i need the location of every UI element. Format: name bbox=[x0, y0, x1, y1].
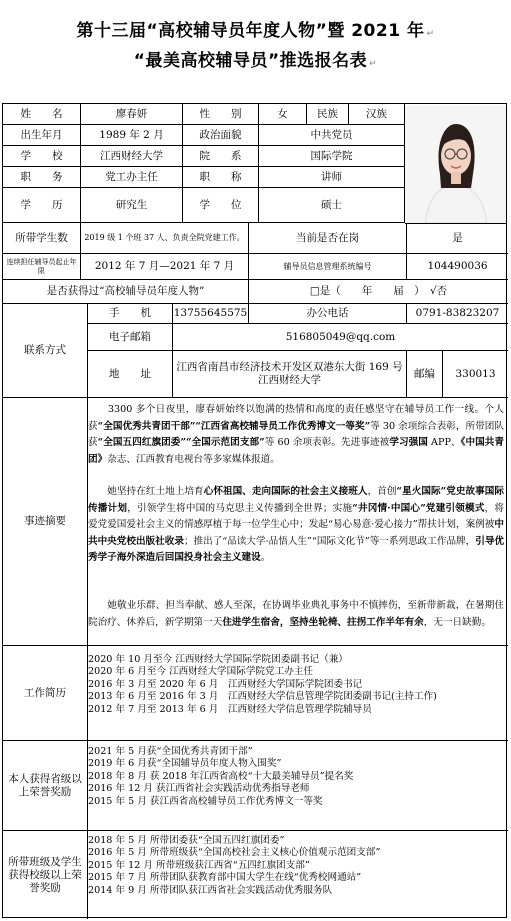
class-honors-item: 2018 年 5 月 所带团委获“全国五四红旗团委” bbox=[88, 835, 285, 846]
label-deeds: 事迹摘要 bbox=[3, 398, 88, 646]
value-name: 廖春妍 bbox=[81, 104, 183, 125]
label-address: 地 址 bbox=[88, 351, 173, 398]
label-years: 连续担任辅导员起止年限 bbox=[3, 254, 81, 280]
label-personal-honors: 本人获得省级以上荣誉奖励 bbox=[3, 741, 88, 831]
label-class-honors: 所带班级及学生获得校级以上荣誉奖励 bbox=[3, 831, 88, 919]
personal-honors-list bbox=[88, 746, 504, 808]
deeds-paragraph-3: 她敬业乐群、担当奉献、感人至深，在协调毕业典礼事务中不慎摔伤，至新带新裁，在暑期住院治疗、休养后，新学期第一天住进学生宿舍，坚持坐轮椅、拄拐工作半年有余，无一日缺勤。 bbox=[88, 600, 504, 628]
value-gender: 女 bbox=[259, 104, 307, 125]
form-title-line-2: “最美高校辅导员”推选报名表 ↵ bbox=[133, 51, 378, 71]
value-in-post: 是 bbox=[407, 223, 508, 254]
label-ethnicity: 民族 bbox=[307, 104, 349, 125]
label-gender: 性 别 bbox=[183, 104, 259, 125]
class-honors-item: 2016 年 5 月 所带班级获“全国高校社会主义核心价值观示范团支部” bbox=[88, 847, 381, 859]
label-in-post: 当前是否在岗 bbox=[249, 223, 407, 254]
label-prior-award: 是否获得过“高校辅导员年度人物” bbox=[3, 280, 249, 304]
value-phone: 13755645575 bbox=[173, 304, 249, 324]
work-history-list bbox=[88, 654, 504, 716]
label-name: 姓 名 bbox=[3, 104, 81, 125]
label-degree: 学 位 bbox=[183, 188, 259, 223]
deeds-paragraph-2: 她坚持在红土地上培育心怀祖国、走向国际的社会主义接班人，首创“星火国际”党史故事国际传播计划，引领学生将中国的马克思主义传播到全世界；实施“井冈情·中国心”党建引领模式，将爱党爱国爱社会主义的情感厚植于每一位学生心中；发起“易心易意·爱心接力”帮扶计划，案例被中共中央党校出版社收录；推出了“品读大学·品悟人生”“国际文化节”等一系列思政工作品牌，引导优秀学子海外深造后回国投身社会主义建设。 bbox=[88, 486, 505, 564]
personal-honors-item: 2018 年 8 月 获 2018 年江西省高校“十大最美辅导员”提名奖 bbox=[88, 770, 354, 782]
label-education: 学 历 bbox=[3, 188, 81, 223]
label-title-rank: 职 称 bbox=[183, 167, 259, 188]
value-students: 2019 级 1 个班 37 人、负责全院党建工作。 bbox=[81, 223, 249, 254]
form-title-line-1: 第十三届“高校辅导员年度人物”暨 2021 年 ↵ bbox=[76, 21, 435, 41]
label-office-phone: 办公电话 bbox=[249, 304, 407, 324]
value-office-phone: 0791-83823207 bbox=[407, 304, 508, 324]
work-history-item: 2012 年 7 月至 2013 年 6 月 江西财经大学信息管理学院辅导员 bbox=[88, 703, 372, 715]
work-history-item: 2020 年 10 月至今 江西财经大学国际学院团委副书记（兼） bbox=[88, 654, 348, 665]
personal-honors-item: 2019 年 6 月获“全国辅导员年度人物入围奖” bbox=[88, 758, 282, 770]
value-address: 江西省南昌市经济技术开发区双港东大街 169 号江西财经大学 bbox=[173, 351, 407, 398]
value-department: 国际学院 bbox=[259, 146, 405, 167]
value-title-rank: 讲师 bbox=[259, 167, 405, 188]
value-education: 研究生 bbox=[81, 188, 183, 223]
class-honors-item: 2015 年 7 月 所带团队获教育部中国大学生在线“优秀校网通站” bbox=[88, 872, 362, 884]
applicant-photo bbox=[405, 106, 506, 224]
label-work-history: 工作简历 bbox=[3, 646, 88, 741]
label-sys-no: 辅导员信息管理系统编号 bbox=[249, 254, 407, 280]
value-postcode: 330013 bbox=[443, 351, 508, 398]
class-honors-item: 2015 年 12 月 所带班级获江西省“五四红旗团支部” bbox=[88, 859, 310, 871]
deeds-paragraph-1: 3300 多个日夜里，廖春妍始终以饱满的热情和高度的责任感坚守在辅导员工作一线。个人获“全国优秀共青团干部”“江西省高校辅导员工作优秀博文一等奖”等 30 余项综合表彰，所带团队获“全国五四红旗团委”“全国示范团支部”等 60 余项表彰。先进事迹被学习强国 APP、《中国共青团》杂志、江西教育电视台等多家媒体报道。 bbox=[88, 404, 505, 465]
work-history-item: 2020 年 6 月至今 江西财经大学国际学院党工办主任 bbox=[88, 666, 313, 678]
label-political: 政治面貌 bbox=[183, 125, 259, 146]
value-years: 2012 年 7 月—2021 年 7 月 bbox=[81, 254, 249, 280]
value-birth: 1989 年 2 月 bbox=[81, 125, 183, 146]
value-sys-no: 104490036 bbox=[407, 254, 508, 280]
registration-form-table bbox=[2, 103, 507, 918]
personal-honors-item: 2016 年 12 月 获江西省社会实践活动优秀指导老师 bbox=[88, 783, 310, 795]
label-students: 所带学生数 bbox=[3, 223, 81, 254]
value-email: 516805049@qq.com bbox=[173, 324, 508, 351]
class-honors-list bbox=[88, 835, 504, 897]
class-honors-item: 2014 年 9 月 所带团队获江西省社会实践活动优秀服务队 bbox=[88, 884, 333, 896]
personal-honors-item: 2021 年 5 月获“全国优秀共青团干部” bbox=[88, 746, 253, 757]
label-department: 院 系 bbox=[183, 146, 259, 167]
value-ethnicity: 汉族 bbox=[349, 104, 405, 125]
label-school: 学 校 bbox=[3, 146, 81, 167]
label-birth: 出生年月 bbox=[3, 125, 81, 146]
work-history-item: 2013 年 6 月至 2016 年 3 月 江西财经大学信息管理学院团委副书记(主持工作) bbox=[88, 691, 437, 703]
label-email: 电子邮箱 bbox=[88, 324, 173, 351]
value-political: 中共党员 bbox=[259, 125, 405, 146]
label-position: 职 务 bbox=[3, 167, 81, 188]
label-postcode: 邮编 bbox=[407, 351, 443, 398]
value-school: 江西财经大学 bbox=[81, 146, 183, 167]
work-history-item: 2016 年 3 月至 2020 年 6 月 江西财经大学国际学院团委书记 bbox=[88, 678, 363, 690]
portrait-image bbox=[405, 106, 506, 223]
value-position: 党工办主任 bbox=[81, 167, 183, 188]
label-phone: 手 机 bbox=[88, 304, 173, 324]
label-contact: 联系方式 bbox=[3, 304, 88, 398]
value-prior-award: □是（ 年 届 ） √否 bbox=[249, 280, 508, 304]
value-degree: 硕士 bbox=[259, 188, 405, 223]
personal-honors-item: 2015 年 5 月 获江西省高校辅导员工作优秀博文一等奖 bbox=[88, 795, 323, 807]
